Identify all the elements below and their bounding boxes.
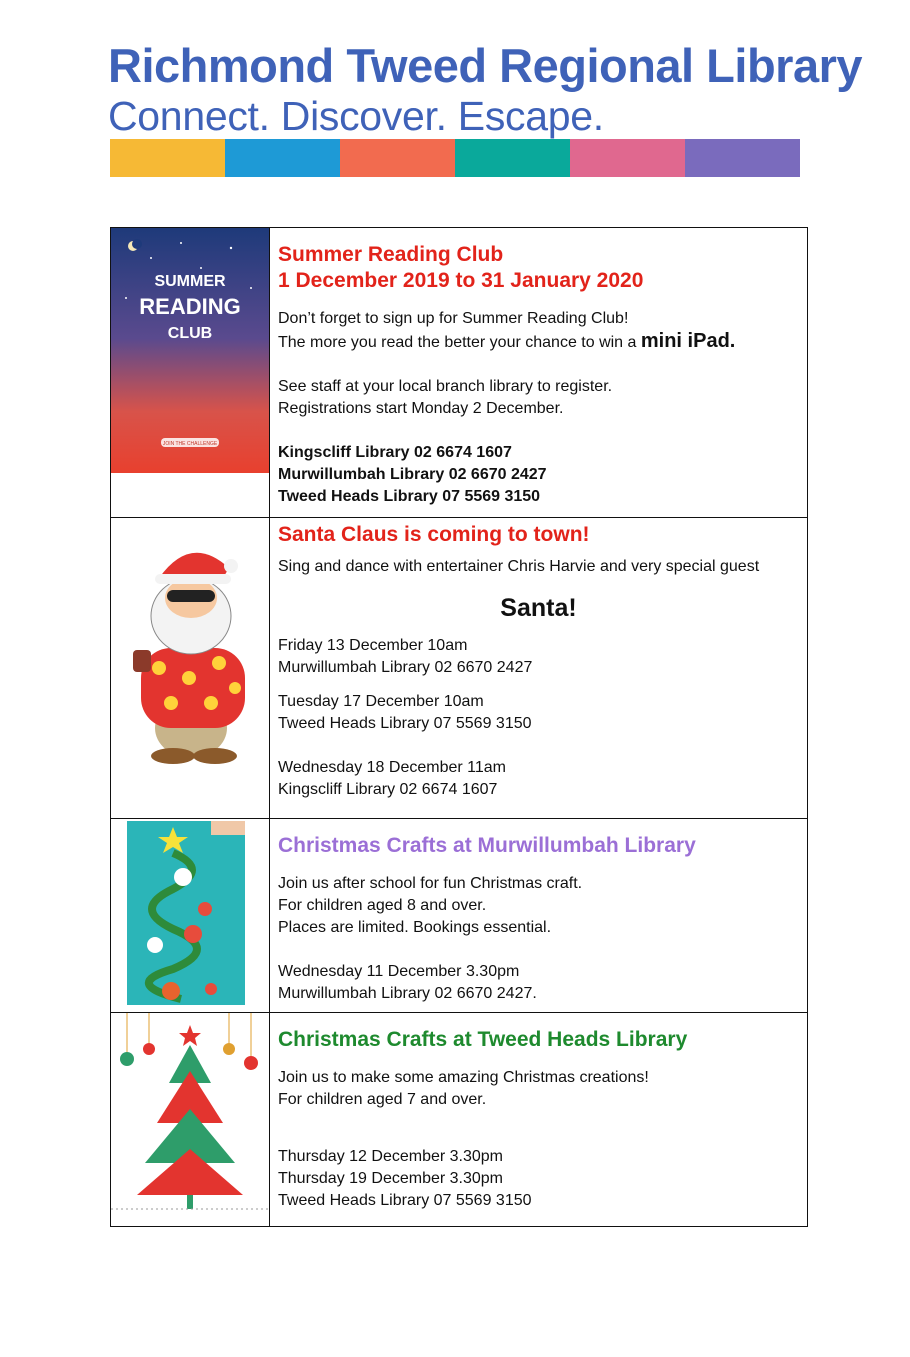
event-text-prize bbox=[278, 330, 799, 354]
stripe-segment bbox=[110, 139, 225, 177]
stripe-segment bbox=[455, 139, 570, 177]
event-intro: Sing and dance with entertainer Chris Harvie and very special guest bbox=[278, 558, 760, 575]
session-where: Murwillumbah Library 02 6670 2427. bbox=[278, 985, 537, 1002]
spiral-tree-craft-photo bbox=[111, 819, 269, 1009]
santa-illustration bbox=[111, 538, 269, 778]
stripe-segment bbox=[225, 139, 340, 177]
special-guest: Santa! bbox=[500, 594, 577, 622]
session-where: Murwillumbah Library 02 6670 2427 bbox=[278, 659, 533, 676]
event-details bbox=[270, 228, 808, 518]
event-date: 1 December 2019 to 31 January 2020 bbox=[278, 269, 644, 292]
event-row-tweed-heads-crafts bbox=[111, 1013, 808, 1227]
event-image-cell bbox=[111, 819, 270, 1013]
event-image-cell bbox=[111, 1013, 270, 1227]
event-details bbox=[270, 518, 808, 819]
session-where: Tweed Heads Library 07 5569 3150 bbox=[278, 715, 532, 732]
event-title: Summer Reading Club bbox=[278, 243, 504, 266]
event-text: For children aged 7 and over. bbox=[278, 1091, 487, 1108]
event-text: Join us to make some amazing Christmas creations! bbox=[278, 1069, 649, 1086]
contact-line: Murwillumbah Library 02 6670 2427 bbox=[278, 466, 547, 483]
color-stripe bbox=[110, 139, 800, 177]
library-name: Richmond Tweed Regional Library bbox=[108, 39, 863, 92]
poster-title-line2: READING bbox=[139, 294, 241, 319]
event-title: Christmas Crafts at Tweed Heads Library bbox=[278, 1028, 688, 1051]
event-details bbox=[270, 1013, 808, 1227]
library-tagline: Connect. Discover. Escape. bbox=[108, 93, 604, 139]
contact-line: Kingscliff Library 02 6674 1607 bbox=[278, 444, 512, 461]
christmas-tree-illustration bbox=[111, 1013, 269, 1213]
events-table bbox=[110, 227, 808, 1227]
prize-intro: The more you read the better your chance to win a bbox=[278, 334, 641, 351]
event-text: For children aged 8 and over. bbox=[278, 897, 487, 914]
event-title: Santa Claus is coming to town! bbox=[278, 523, 590, 546]
session-line: Thursday 19 December 3.30pm bbox=[278, 1170, 503, 1187]
event-text: See staff at your local branch library to register. bbox=[278, 378, 613, 395]
event-text: Registrations start Monday 2 December. bbox=[278, 400, 564, 417]
event-image-cell bbox=[111, 228, 270, 518]
stripe-segment bbox=[570, 139, 685, 177]
poster-title-line1: SUMMER bbox=[154, 273, 226, 290]
prize-name: mini iPad. bbox=[640, 330, 736, 352]
event-row-murwillumbah-crafts bbox=[111, 819, 808, 1013]
session-when: Friday 13 December 10am bbox=[278, 637, 468, 654]
summer-reading-poster bbox=[111, 228, 269, 473]
session-line: Thursday 12 December 3.30pm bbox=[278, 1148, 503, 1165]
event-row-santa bbox=[111, 518, 808, 819]
poster-button: JOIN THE CHALLENGE bbox=[162, 441, 218, 447]
session-when: Wednesday 11 December 3.30pm bbox=[278, 963, 520, 980]
session-when: Tuesday 17 December 10am bbox=[278, 693, 484, 710]
stripe-segment bbox=[685, 139, 800, 177]
event-text: Places are limited. Bookings essential. bbox=[278, 919, 552, 936]
event-image-cell bbox=[111, 518, 270, 819]
event-details bbox=[270, 819, 808, 1013]
poster-title-line3: CLUB bbox=[167, 325, 213, 342]
session-line: Tweed Heads Library 07 5569 3150 bbox=[278, 1192, 532, 1209]
session-when: Wednesday 18 December 11am bbox=[278, 759, 506, 776]
event-text: Join us after school for fun Christmas craft. bbox=[278, 875, 583, 892]
event-title: Christmas Crafts at Murwillumbah Library bbox=[278, 834, 696, 857]
event-text: Don’t forget to sign up for Summer Reading Club! bbox=[278, 310, 629, 327]
stripe-segment bbox=[340, 139, 455, 177]
contact-line: Tweed Heads Library 07 5569 3150 bbox=[278, 488, 541, 505]
session-where: Kingscliff Library 02 6674 1607 bbox=[278, 781, 498, 798]
event-row-summer-reading bbox=[111, 228, 808, 518]
